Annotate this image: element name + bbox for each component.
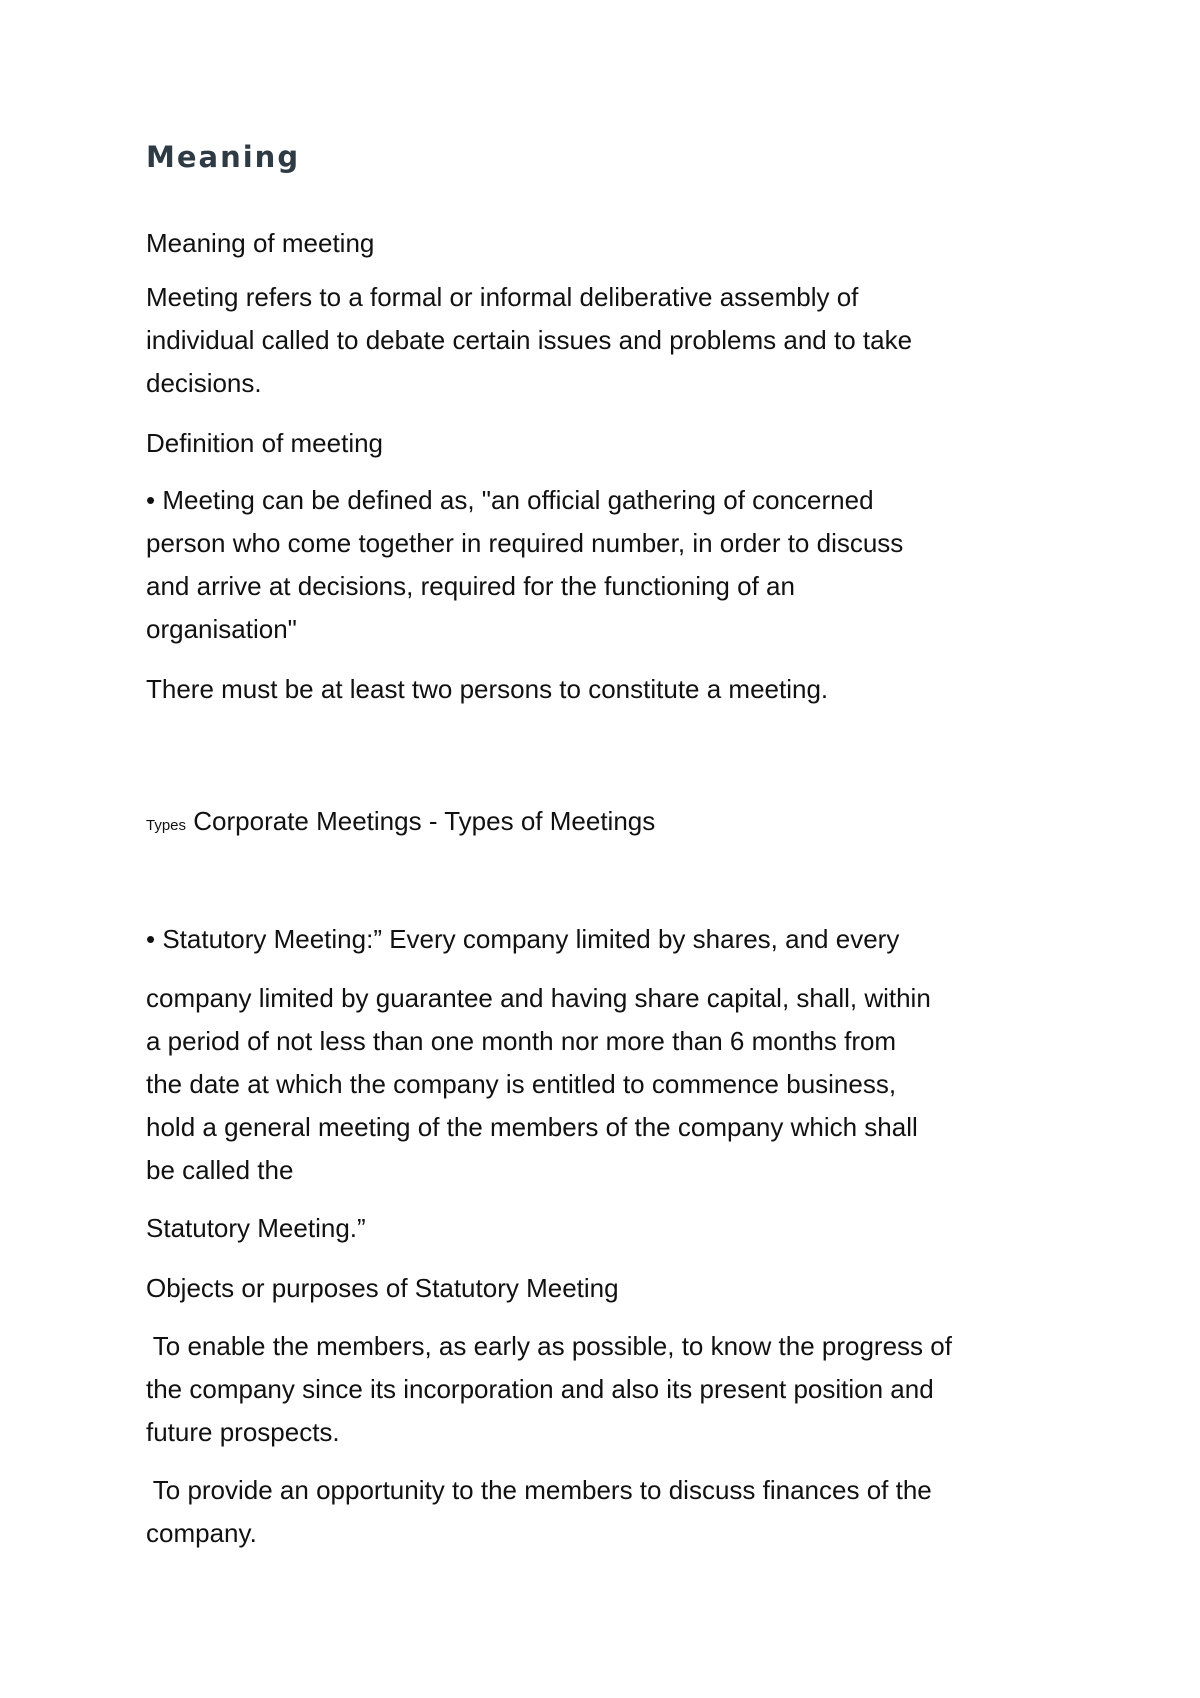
paragraph-line: company. <box>146 1518 257 1548</box>
types-title-row <box>146 800 1086 847</box>
meaning-paragraph <box>146 276 1086 405</box>
paragraph-line: the date at which the company is entitled to commence business, <box>146 1069 897 1099</box>
statutory-end-text: Statutory Meeting.” <box>146 1213 366 1243</box>
statutory-bullet-text: • Statutory Meeting:” Every company limited by shares, and every <box>146 924 900 954</box>
paragraph-line: person who come together in required number, in order to discuss <box>146 528 904 558</box>
paragraph-line: To enable the members, as early as possible, to know the progress of <box>146 1331 952 1361</box>
min-persons-note <box>146 668 1086 711</box>
subheading-meaning <box>146 222 1086 265</box>
paragraph-line: future prospects. <box>146 1417 340 1447</box>
paragraph-line: • Meeting can be defined as, "an official gathering of concerned <box>146 485 874 515</box>
min-persons-text: There must be at least two persons to constitute a meeting. <box>146 674 829 704</box>
paragraph-line: and arrive at decisions, required for the functioning of an <box>146 571 795 601</box>
paragraph-line: a period of not less than one month nor more than 6 months from <box>146 1026 897 1056</box>
types-small-label: Types <box>146 817 187 834</box>
subheading-definition <box>146 422 1086 465</box>
paragraph-line: be called the <box>146 1155 294 1185</box>
definition-paragraph <box>146 479 1086 651</box>
objects-paragraph-1 <box>146 1325 1086 1454</box>
subheading-meaning-text: Meaning of meeting <box>146 228 375 258</box>
statutory-paragraph <box>146 977 1086 1192</box>
objects-paragraph-2 <box>146 1469 1086 1555</box>
paragraph-line: hold a general meeting of the members of the company which shall <box>146 1112 918 1142</box>
paragraph-line: the company since its incorporation and also its present position and <box>146 1374 934 1404</box>
paragraph-line: company limited by guarantee and having share capital, shall, within <box>146 983 931 1013</box>
paragraph-line: organisation" <box>146 614 297 644</box>
paragraph-line: decisions. <box>146 368 262 398</box>
paragraph-line: individual called to debate certain issues and problems and to take <box>146 325 913 355</box>
objects-heading-text: Objects or purposes of Statutory Meeting <box>146 1273 619 1303</box>
statutory-end <box>146 1207 1086 1250</box>
objects-heading <box>146 1267 1086 1310</box>
paragraph-line: To provide an opportunity to the members to discuss finances of the <box>146 1475 932 1505</box>
types-title: Corporate Meetings - Types of Meetings <box>193 806 656 836</box>
paragraph-line: Meeting refers to a formal or informal deliberative assembly of <box>146 282 859 312</box>
page-heading: Meaning <box>146 140 301 174</box>
subheading-definition-text: Definition of meeting <box>146 428 384 458</box>
statutory-bullet <box>146 918 1086 961</box>
